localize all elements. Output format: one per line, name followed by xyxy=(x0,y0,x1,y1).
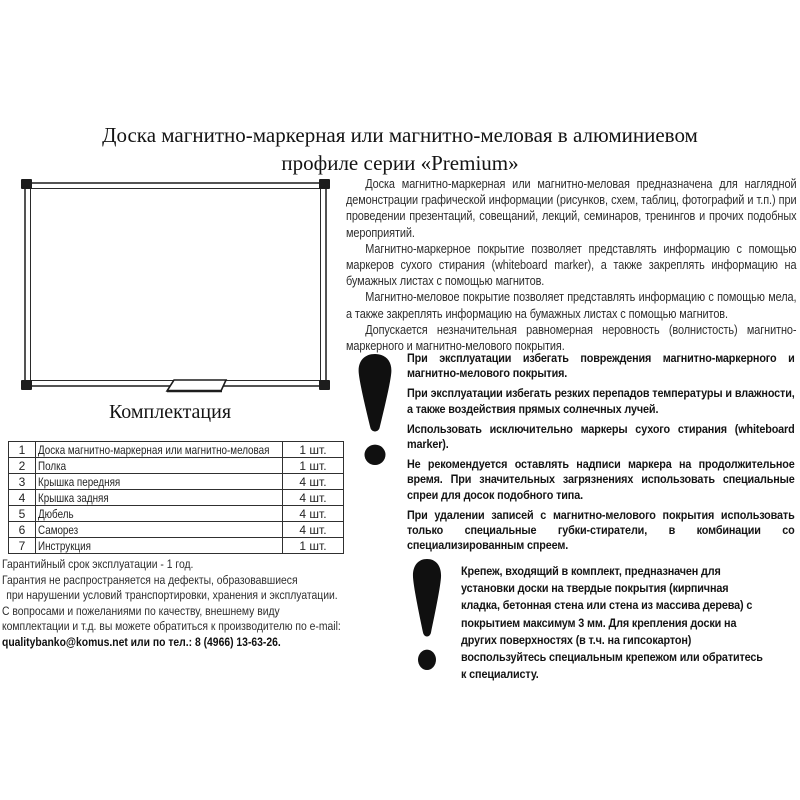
warning-item: Использовать исключительно маркеры сухого стирания (whiteboard marker). xyxy=(407,421,795,452)
table-row xyxy=(9,474,344,490)
item-qty: 4 шт. xyxy=(283,474,344,490)
table-row xyxy=(9,442,344,458)
table-row xyxy=(9,458,344,474)
intro-text xyxy=(346,176,796,354)
mounting-warning-text: Крепеж, входящий в комплект, предназначен для установки доски на твердые покрытия (кирпичная кладка, бетонная стена или стена из массива дерева) с покрытием максимум 3 мм. Для крепления доски на других поверхностях (в т.ч. на гипсокартон) воспользуйтесь специальным крепежом или обратитесь к специалисту. xyxy=(461,564,763,682)
exclamation-icon xyxy=(409,558,445,672)
warranty-line: Гарантийный срок эксплуатации - 1 год. xyxy=(2,557,194,571)
warranty-contact-line: qualitybanko@komus.net или по тел.: 8 (4966) 13-63-26. xyxy=(2,634,281,649)
row-number: 2 xyxy=(9,458,36,474)
row-number: 6 xyxy=(9,522,36,538)
intro-paragraph: Магнитно-маркерное покрытие позволяет представлять информацию с помощью маркеров сухого стирания (whiteboard marker), а также закреплять информацию на бумажных листах с помощью магнитов. xyxy=(346,241,797,289)
warranty-line: С вопросами и пожеланиями по качеству, внешнему виду xyxy=(2,603,280,618)
warning-item: При удалении записей с магнитно-мелового покрытия использовать только специальные губки-стиратели, в комбинации со специализированным спреем. xyxy=(407,507,795,553)
components-heading: Комплектация xyxy=(108,401,232,423)
warning-item: При эксплуатации избегать повреждения магнитно-маркерного и магнитно-мелового покрытия. xyxy=(407,351,795,381)
table-row xyxy=(9,490,344,506)
item-qty: 4 шт. xyxy=(283,490,344,506)
page-title: Доска магнитно-маркерная или магнитно-меловая в алюминиевом профиле серии «Premium» xyxy=(102,123,698,175)
table-row xyxy=(9,522,344,538)
usage-warnings-section xyxy=(407,351,795,558)
intro-paragraph: Магнитно-меловое покрытие позволяет представлять информацию с помощью мела, а также закреплять информацию на бумажных листах с помощью магнитов. xyxy=(346,290,797,321)
item-name: Инструкция xyxy=(36,538,283,554)
components-table xyxy=(8,441,344,554)
table-row xyxy=(9,506,344,522)
item-name: Крышка задняя xyxy=(36,490,283,506)
intro-paragraph: Допускается незначительная равномерная неровность (волнистость) магнитно-маркерного и магнитно-мелового покрытия. xyxy=(346,322,797,354)
warranty-line: при нарушении условий транспортировки, хранения и эксплуатации. xyxy=(6,588,338,603)
row-number: 5 xyxy=(9,506,36,522)
row-number: 4 xyxy=(9,490,36,506)
warning-item: При эксплуатации избегать резких перепадов температуры и влажности, а также воздействия прямых солнечных лучей. xyxy=(407,386,795,416)
mounting-warning-section xyxy=(461,563,766,683)
row-number: 3 xyxy=(9,474,36,490)
item-name: Дюбель xyxy=(36,506,283,522)
exclamation-icon xyxy=(354,353,396,467)
whiteboard-illustration xyxy=(12,176,332,394)
item-qty: 1 шт. xyxy=(283,538,344,554)
item-name: Доска магнитно-маркерная или магнитно-меловая xyxy=(36,442,283,458)
warranty-line: комплектации и т.д. вы можете обратиться к производителю по e-mail: xyxy=(2,619,341,634)
warranty-note xyxy=(2,557,342,651)
item-qty: 1 шт. xyxy=(283,458,344,474)
item-name: Саморез xyxy=(36,522,283,538)
item-name: Крышка передняя xyxy=(36,474,283,490)
item-name: Полка xyxy=(36,458,283,474)
row-number: 7 xyxy=(9,538,36,554)
item-qty: 1 шт. xyxy=(283,442,344,458)
warning-item: Не рекомендуется оставлять надписи маркера на продолжительное время. При значительных загрязнениях использовать специальные спреи для досок подобного типа. xyxy=(407,457,795,502)
row-number: 1 xyxy=(9,442,36,458)
intro-paragraph: Доска магнитно-маркерная или магнитно-меловая предназначена для наглядной демонстрации графической информации (рисунков, схем, таблиц, фотографий и т.п.) при проведении презентаций, совещаний, лекций, семинаров, тренингов и прочих подобных мероприятий. xyxy=(346,177,797,240)
table-row xyxy=(9,538,344,554)
item-qty: 4 шт. xyxy=(283,522,344,538)
item-qty: 4 шт. xyxy=(283,506,344,522)
warranty-line: Гарантия не распространяется на дефекты, образовавшиеся xyxy=(2,572,298,587)
